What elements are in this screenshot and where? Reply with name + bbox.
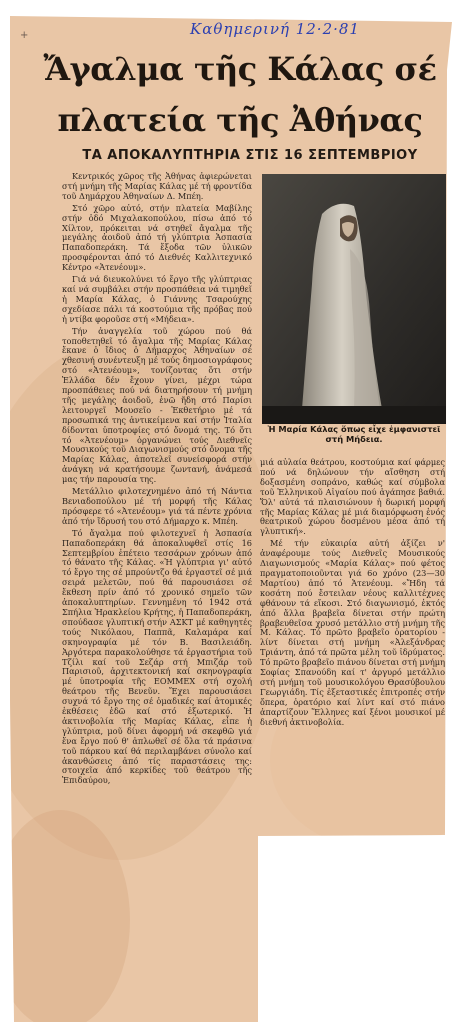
article-column-1: [62, 172, 252, 1020]
handwritten-date-note: Καθημερινή 12·2·81: [190, 20, 360, 38]
paragraph: Τό ἄγαλμα πού φιλοτεχνεῖ ἡ Ἀσπασία Παπαδοπεράκη θά ἀποκαλυφθεῖ στίς 16 Σεπτεμβρίου ἐπέτειο τεσσάρων χρόνων ἀπό τό θάνατο τῆς Κάλας. «Ἡ γλύπτρια γι' αὐτό τό ἔργο της σέ μπρούντζο θά ἐργαστεῖ σέ μιά σειρά μελετῶν, πού θά παρουσιάσει σέ ἔκθεση πρίν ἀπό τό χρονικό σημεῖο τῶν ἀποκαλυπτηρίων. Γεννημένη τό 1942 στά Σπήλια Ἡρακλείου Κρήτης, ἡ Παπαδοπεράκη, σπούδασε γλυπτική στήν ΑΣΚΤ μέ καθηγητές τούς Νικόλαου, Παππᾶ, Καλαμάρα καί σκηνογραφία μέ τόν Β. Βασιλειάδη. Ἀργότερα παρακολούθησε τά ἐργαστήρια τοῦ Τζίλι καί τοῦ Σεζάρ στή Μπιζάρ τοῦ Παρισιοῦ, ἀρχιτεκτονική καί σκηνογραφία μέ ὑποτροφία τῆς ΕΟΜΜΕΧ στή σχολή θεάτρου τῆς Βενεῦν. Ἔχει παρουσιάσει συχνά τό ἔργο της σέ ὁμαδικές καί ἀτομικές ἐκθέσεις ἐδῶ καί στό ἐξωτερικό. Ἡ ἀκτινοβολία τῆς Μαρίας Κάλας, εἶπε ἡ γλύπτρια, μοῦ δίνει ἀφορμή νά σκεφθῶ γιά ἕνα ἔργο πού θ' ἀπλωθεῖ σέ ὅλα τά πράσινα τοῦ πάρκου καί θά περιλαμβάνει σύνολο καί ἀκανθώσεις ἀπό τίς παραστάσεις της: στοιχεῖα ἀπό κερκίδες τοῦ θεάτρου τῆς Ἐπιδαύρου,: [62, 527, 252, 786]
paragraph: Γιά νά διευκολύνει τό ἔργο τῆς γλύπτριας καί νά συμβάλει στήν προσπάθεια νά τιμηθεῖ ἡ Μαρία Κάλας, ὁ Γιάννης Τσαρούχης σχεδίασε πάλι τά κοστούμια τῆς πρόβας πού ἡ ντίβα φοροῦσε στή «Μήδεια».: [62, 274, 252, 324]
photo-maria-callas-medea: [262, 174, 446, 424]
subheadline: ΤΑ ΑΠΟΚΑΛΥΠΤΗΡΙΑ ΣΤΙΣ 16 ΣΕΠΤΕΜΒΡΙΟΥ: [82, 148, 418, 163]
headline: Ἄγαλμα τῆς Κάλας σέ πλατεία τῆς Ἀθήνας: [43, 50, 437, 139]
paragraph: Μετάλλιο φιλοτεχνημένο ἀπό τή Νάντια Βενιαδοπούλου μέ τή μορφή τῆς Κάλας πρόσφερε τό «Ἀτενέουμ» γιά τά πέντε χρόνια ἀπό τήν ἵδρυσή του στό Δήμαρχο κ. Μπέη.: [62, 486, 252, 526]
paragraph: Κεντρικός χῶρος τῆς Ἀθήνας ἀφιερώνεται στή μνήμη τῆς Μαρίας Κάλας μέ τή φροντίδα τοῦ Δημάρχου Ἀθηναίων Δ. Μπέη.: [62, 172, 252, 201]
photo-caption: Ἡ Μαρία Κάλας ὅπως εἶχε ἐμφανιστεῖ στή Μήδεια.: [267, 424, 441, 444]
article-column-2: [260, 458, 445, 830]
paragraph: Μέ τήν εὐκαιρία αὐτή ἀξίζει ν' ἀναφέρουμε τούς Διεθνεῖς Μουσικούς Διαγωνισμούς «Μαρία Κάλας» πού φέτος πραγματοποιοῦνται γιά 6ο χρόνο (23—30 Μαρτίου) ἀπό τό Ἀτενέουμ. «Ἤδη τά κοσάτη πού ἔστειλαν νέους καλλιτέχνες φθάνουν τά εἴκοσι. Στό διαγωνισμό, ἐκτός ἀπό ἄλλα βραβεῖα δίνεται στήν πρώτη βραβευθεῖσα χρυσό μετάλλιο στή μνήμη τῆς Μ. Κάλας. Τό πρῶτο βραβεῖο ὀρατορίου - λίντ δίνεται στή μνήμη «Ἀλεξάνδρας Τριάντη, ἀπό τά πρῶτα μέλη τοῦ ἱδρύματος. Τό πρῶτο βραβεῖο πιάνου δίνεται στή μνήμη Σοφίας Σπανούδη καί τ' ἀργυρό μετάλλιο στή μνήμη τοῦ μουσικολόγου Θρασύβουλου Γεωργιάδη. Τίς ἐξεταστικές ἐπιτροπές στήν ὄπερα, ὀρατόριο καί λίντ καί στό πιάνο ἀπαρτίζουν Ἕλληνες καί ξένοι μουσικοί μέ διεθνή ἀκτινοβολία.: [260, 538, 445, 727]
paragraph: μιά αὐλαία θεάτρου, κοστούμια καί φάρμες πού νά δηλώνουν τήν αἴσθηση στή δοξασμένη σοπράνο, καθώς καί σύμβολα τοῦ Ἑλληνικοῦ Αἰγαίου πού ἀγάπησε βαθιά. Ὅλ' αὐτά τά πλαισιώνουν ἡ δωρική μορφή τῆς Μαρίας Κάλας μέ μιά διαμόρφωση ἑνός θεατρικοῦ χώρου δοσμένου μέσα ἀπό τή γλυπτική».: [260, 458, 445, 537]
paragraph: Τήν ἀναγγελία τοῦ χώρου πού θά τοποθετηθεῖ τό ἄγαλμα τῆς Μαρίας Κάλας ἔκανε ὁ ἴδιος ὁ Δήμαρχος Ἀθηναίων σέ χθεσινή συνέντευξη μέ τούς δημοσιογράφους στό «Ἀτενέουμ», τονίζοντας ὅτι στήν Ἑλλάδα δέν ἔχουν γίνει, μέχρι τώρα προσπάθειες πού νά διατηρήσουν τή μνήμη τῆς μεγάλης ἀοιδοῦ, ἐνῶ ἤδη στό Παρίσι λειτουργεῖ Μουσεῖο - Ἐκθετήριο μέ τά προσωπικά της ἀντικείμενα καί στήν Ἰταλία δίδονται ὑποτροφίες στό ὄνομά της. Τό ὅτι τό «Ἀτενέουμ» ὀργανώνει τούς Διεθνεῖς Μουσικούς τοῦ Διαγωνισμούς στό ὄνομα τῆς Μαρίας Κάλας, ἀποτελεῖ συνείσφορά στήν ἀνάγκη νά κρατήσουμε ζωντανή, ἀνάμεσά μας τήν παρουσία της.: [62, 325, 252, 485]
paragraph: Στό χῶρο αὐτό, στήν πλατεία Μαβίλης στήν ὁδό Μιχαλακοπούλου, πίσω ἀπό τό Χίλτον, πρόκειται νά στηθεῖ ἄγαλμα τῆς μεγάλης ἀοιδοῦ ἀπό τή γλύπτρια Ἀσπασία Παπαδοπεράκη. Τά ἔξοδα τῶν ὑλικῶν προσφέρονται ἀπό τό Διεθνές Καλλιτεχνικό Κέντρο «Ἀτενέουμ».: [62, 202, 252, 273]
corner-mark: +: [20, 30, 29, 41]
